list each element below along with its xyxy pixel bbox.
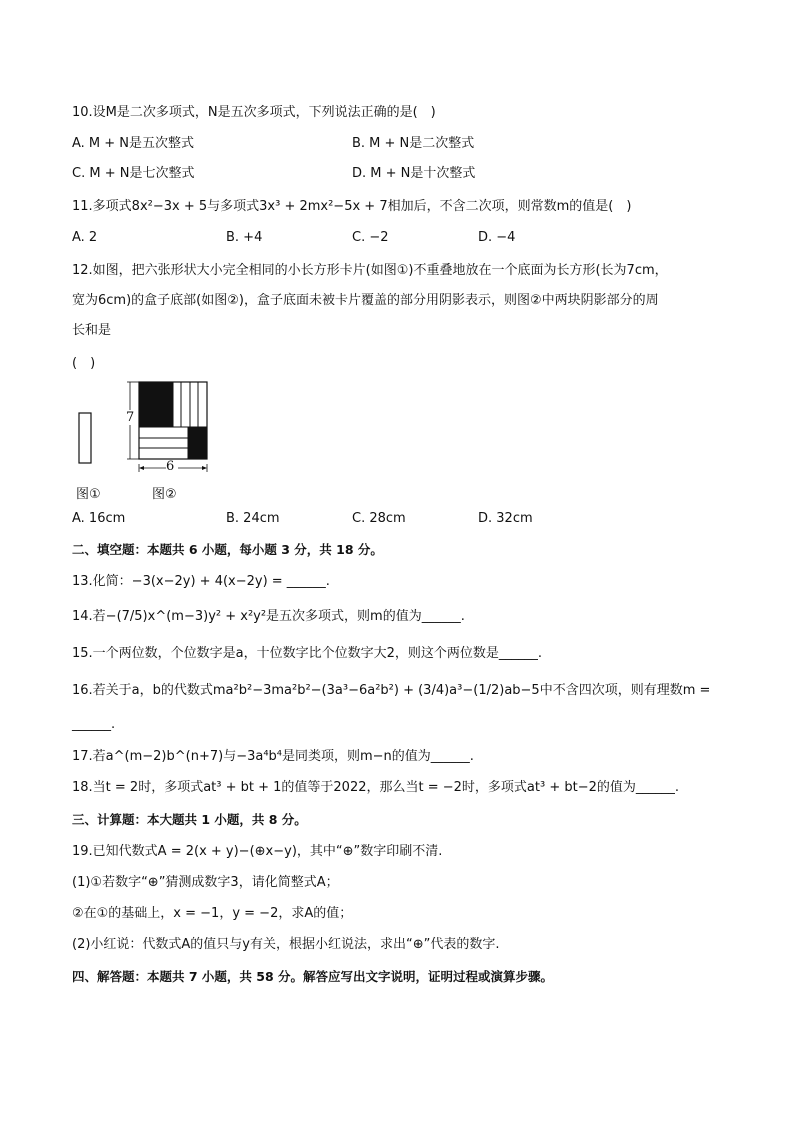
- q16-line-1: 16.若关于a，b的代数式ma²b²−3ma²b²−(3a³−6a²b²) + (3/4)a³−(1/2)ab−5中不含四次项，则有理数m =: [72, 683, 711, 698]
- section-3-heading: 三、计算题：本大题共 1 小题，共 8 分。: [72, 812, 307, 827]
- q12-option-c: C. 28cm: [352, 511, 406, 526]
- q12-option-a: A. 16cm: [72, 511, 126, 526]
- q11-stem: 11.多项式8x²−3x + 5与多项式3x³ + 2mx²−5x + 7相加后，不含二次项，则常数m的值是( ): [72, 199, 632, 214]
- q12-line-3: 长和是: [72, 323, 112, 338]
- q16-line-2: ______.: [72, 717, 116, 732]
- q13-text: 13.化简：−3(x−2y) + 4(x−2y) = ______.: [72, 574, 330, 589]
- q14-text: 14.若−(7/5)x^(m−3)y² + x²y²是五次多项式，则m的值为______.: [72, 609, 465, 624]
- q19-line-4: (2)小红说：代数式A的值只与y有关，根据小红说法，求出“⊕”代表的数字.: [72, 937, 500, 952]
- figure-1-card: [78, 412, 98, 466]
- shaded-region-bottom-right: [188, 427, 207, 459]
- section-2-heading: 二、填空题：本题共 6 小题，每小题 3 分，共 18 分。: [72, 542, 383, 557]
- q19-line-1: 19.已知代数式A = 2(x + y)−(⊕x−y)，其中“⊕”数字印刷不清.: [72, 844, 443, 859]
- q18-text: 18.当t = 2时，多项式at³ + bt + 1的值等于2022，那么当t = −2时，多项式at³ + bt−2的值为______.: [72, 780, 679, 795]
- figure-2-caption: 图②: [152, 487, 177, 502]
- q12-line-4: ( ): [72, 356, 96, 371]
- q12-option-b: B. 24cm: [226, 511, 280, 526]
- q10-option-c: C. M + N是七次整式: [72, 166, 195, 181]
- q11-option-a: A. 2: [72, 230, 98, 245]
- shaded-region-top-left: [139, 382, 173, 427]
- section-4-heading: 四、解答题：本题共 7 小题，共 58 分。解答应写出文字说明，证明过程或演算步骤。: [72, 969, 554, 984]
- q10-stem: 10.设M是二次多项式，N是五次多项式，下列说法正确的是( ): [72, 105, 436, 120]
- q19-line-2: (1)①若数字“⊕”猜测成数字3，请化简整式A；: [72, 875, 339, 890]
- q12-line-2: 宽为6cm)的盒子底部(如图②)，盒子底面未被卡片覆盖的部分用阴影表示，则图②中两块阴影部分的周: [72, 293, 659, 308]
- q11-option-c: C. −2: [352, 230, 389, 245]
- q11-option-b: B. +4: [226, 230, 263, 245]
- q11-option-d: D. −4: [478, 230, 516, 245]
- q17-text: 17.若a^(m−2)b^(n+7)与−3a⁴b⁴是同类项，则m−n的值为______.: [72, 749, 474, 764]
- q19-line-3: ②在①的基础上，x = −1，y = −2，求A的值；: [72, 906, 353, 921]
- q15-text: 15.一个两位数，个位数字是a，十位数字比个位数字大2，则这个两位数是______.: [72, 646, 543, 661]
- q12-line-1: 12.如图，把六张形状大小完全相同的小长方形卡片(如图①)不重叠地放在一个底面为长方形(长为7cm，: [72, 263, 668, 278]
- figure-1-caption: 图①: [76, 487, 101, 502]
- figure-2-height-label: 7: [126, 410, 135, 425]
- q10-option-a: A. M + N是五次整式: [72, 136, 195, 151]
- q12-option-d: D. 32cm: [478, 511, 533, 526]
- q10-option-b: B. M + N是二次整式: [352, 136, 475, 151]
- q10-option-d: D. M + N是十次整式: [352, 166, 476, 181]
- figure-2-width-label: 6: [166, 459, 175, 474]
